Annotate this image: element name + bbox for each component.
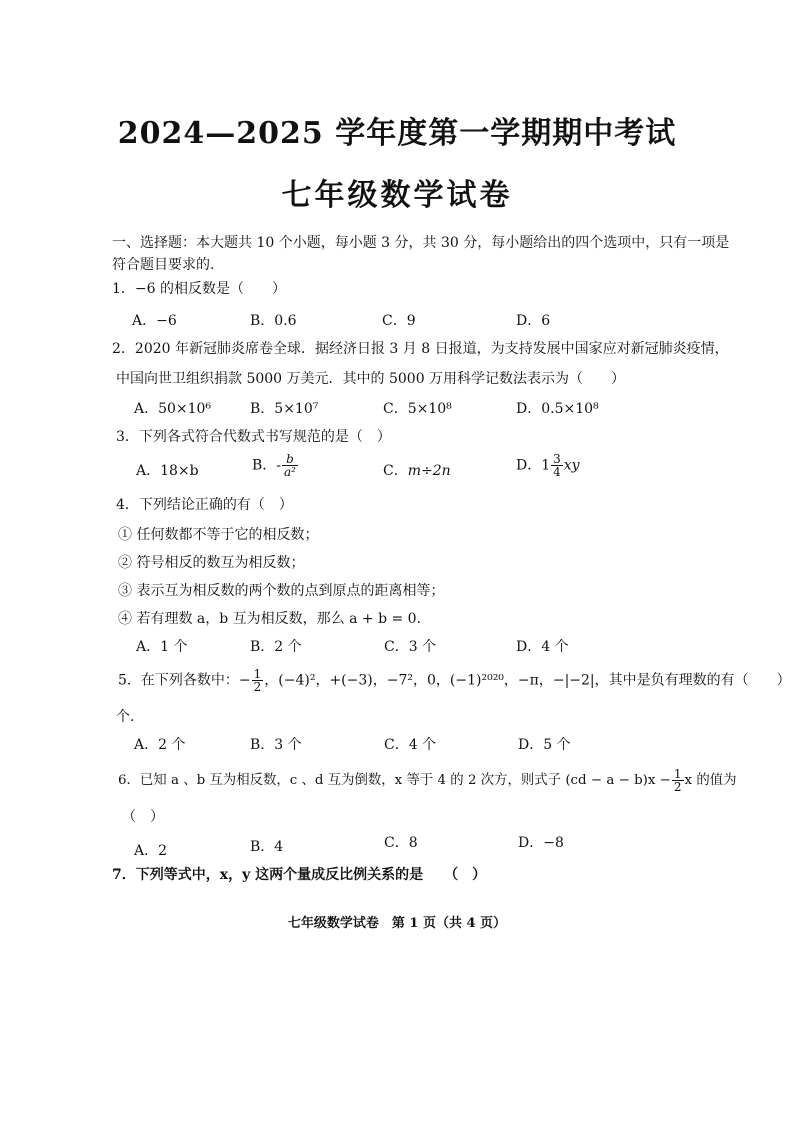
q2-option-c: C．5×10⁸: [383, 401, 452, 417]
q6-option-d: D．−8: [518, 835, 564, 851]
q6-stem-prefix: 6．已知 a 、b 互为相反数，c 、d 互为倒数，x 等于 4 的 2 次方，则式子 (cd − a − b)x −: [118, 773, 671, 788]
exam-subtitle: 七年级数学试卷: [281, 178, 513, 213]
section1-instructions-line1: 一、选择题：本大题共 10 个小题，每小题 3 分，共 30 分，每小题给出的四个选项中，只有一项是: [112, 235, 730, 251]
q1-option-d: D．6: [516, 313, 551, 329]
q1-option-b: B．0.6: [250, 313, 297, 329]
q4-item-4: ④ 若有理数 a，b 互为相反数，那么 a + b = 0．: [118, 611, 431, 627]
q4-option-d: D．4 个: [516, 639, 569, 655]
q3-option-b-fraction: [282, 453, 298, 478]
q5-option-b: B．3 个: [250, 737, 302, 753]
q2-option-b: B．5×10⁷: [250, 401, 319, 417]
q1-stem: 1．−6 的相反数是（ ）: [112, 281, 286, 297]
q6-stem-tail: （ ）: [122, 809, 164, 825]
section1-instructions-line2: 符合题目要求的.: [112, 257, 215, 273]
q2-option-a: A．50×10⁶: [134, 401, 212, 417]
q2-stem-line2: 中国向世卫组织捐款 5000 万美元．其中的 5000 万用科学记数法表示为（ ）: [116, 371, 626, 387]
q3-option-d-denominator: 4: [553, 465, 561, 479]
q5-option-d: D．5 个: [518, 737, 571, 753]
q3-option-b: [252, 453, 299, 478]
q3-option-c-expression: m÷2n: [407, 463, 451, 479]
q3-option-a: A．18×b: [136, 463, 199, 479]
q5-option-c: C．4 个: [384, 737, 437, 753]
q4-item-3: ③ 表示互为相反数的两个数的点到原点的距离相等；: [118, 583, 445, 599]
q5-fraction-denominator: 2: [253, 680, 262, 694]
q6-stem-suffix: x 的值为: [684, 773, 737, 788]
q3-option-b-numerator: b: [282, 453, 298, 466]
q5-stem-rest: ，(−4)²，+(−3)，−7²，0，(−1)²⁰²⁰，−π，−|−2|，其中是负有理数的有（ ）: [264, 672, 791, 689]
q5-option-a: A．2 个: [134, 737, 186, 753]
q3-option-d-label: D．1: [516, 457, 551, 474]
q3-option-c-label: C．: [383, 463, 408, 479]
q4-option-c: C．3 个: [384, 639, 437, 655]
q4-item-2: ② 符号相反的数互为相反数；: [118, 555, 305, 571]
q5-stem-tail: 个.: [116, 709, 135, 725]
q1-option-c: C．9: [382, 313, 416, 329]
q6-fraction-denominator: 2: [673, 780, 682, 794]
q3-stem: 3．下列各式符合代数式书写规范的是（ ）: [116, 429, 391, 445]
exam-title: 2024—2025 学年度第一学期期中考试: [117, 116, 677, 151]
q3-option-b-label: B．: [252, 457, 277, 474]
q3-option-d: [516, 453, 580, 478]
q6-fraction-numerator: 1: [673, 767, 682, 781]
q2-stem-line1: 2．2020 年新冠肺炎席卷全球．据经济日报 3 月 8 日报道，为支持发展中国家应对新冠肺炎疫情，: [112, 341, 729, 357]
q6-option-b: B．4: [250, 839, 284, 855]
q2-option-d: D．0.5×10⁸: [516, 401, 599, 417]
q6-option-c: C．8: [384, 835, 418, 851]
q6-stem: [118, 768, 737, 793]
q5-stem-prefix: 5．在下列各数中：−: [118, 672, 251, 689]
page-footer: 七年级数学试卷 第 1 页（共 4 页）: [287, 916, 507, 931]
q7-stem: 7．下列等式中，x，y 这两个量成反比例关系的是 （ ）: [112, 867, 487, 883]
q3-option-c: [383, 462, 451, 480]
q5-fraction-numerator: 1: [253, 667, 262, 681]
q5-fraction: [252, 668, 264, 693]
q6-fraction: [672, 768, 684, 793]
q4-option-a: A．1 个: [136, 639, 188, 655]
q1-option-a: A．−6: [132, 313, 177, 329]
q3-option-b-sign: -: [276, 457, 282, 474]
q3-option-d-variable: xy: [563, 457, 580, 474]
q3-option-b-denominator: a²: [284, 465, 296, 479]
q4-option-b: B．2 个: [250, 639, 302, 655]
q3-option-d-numerator: 3: [553, 452, 561, 466]
q4-stem: 4．下列结论正确的有（ ）: [116, 497, 293, 513]
q4-item-1: ① 任何数都不等于它的相反数；: [118, 527, 319, 543]
q5-stem: [118, 668, 791, 693]
q3-option-d-fraction: [551, 453, 563, 478]
q6-option-a: A．2: [134, 843, 168, 859]
